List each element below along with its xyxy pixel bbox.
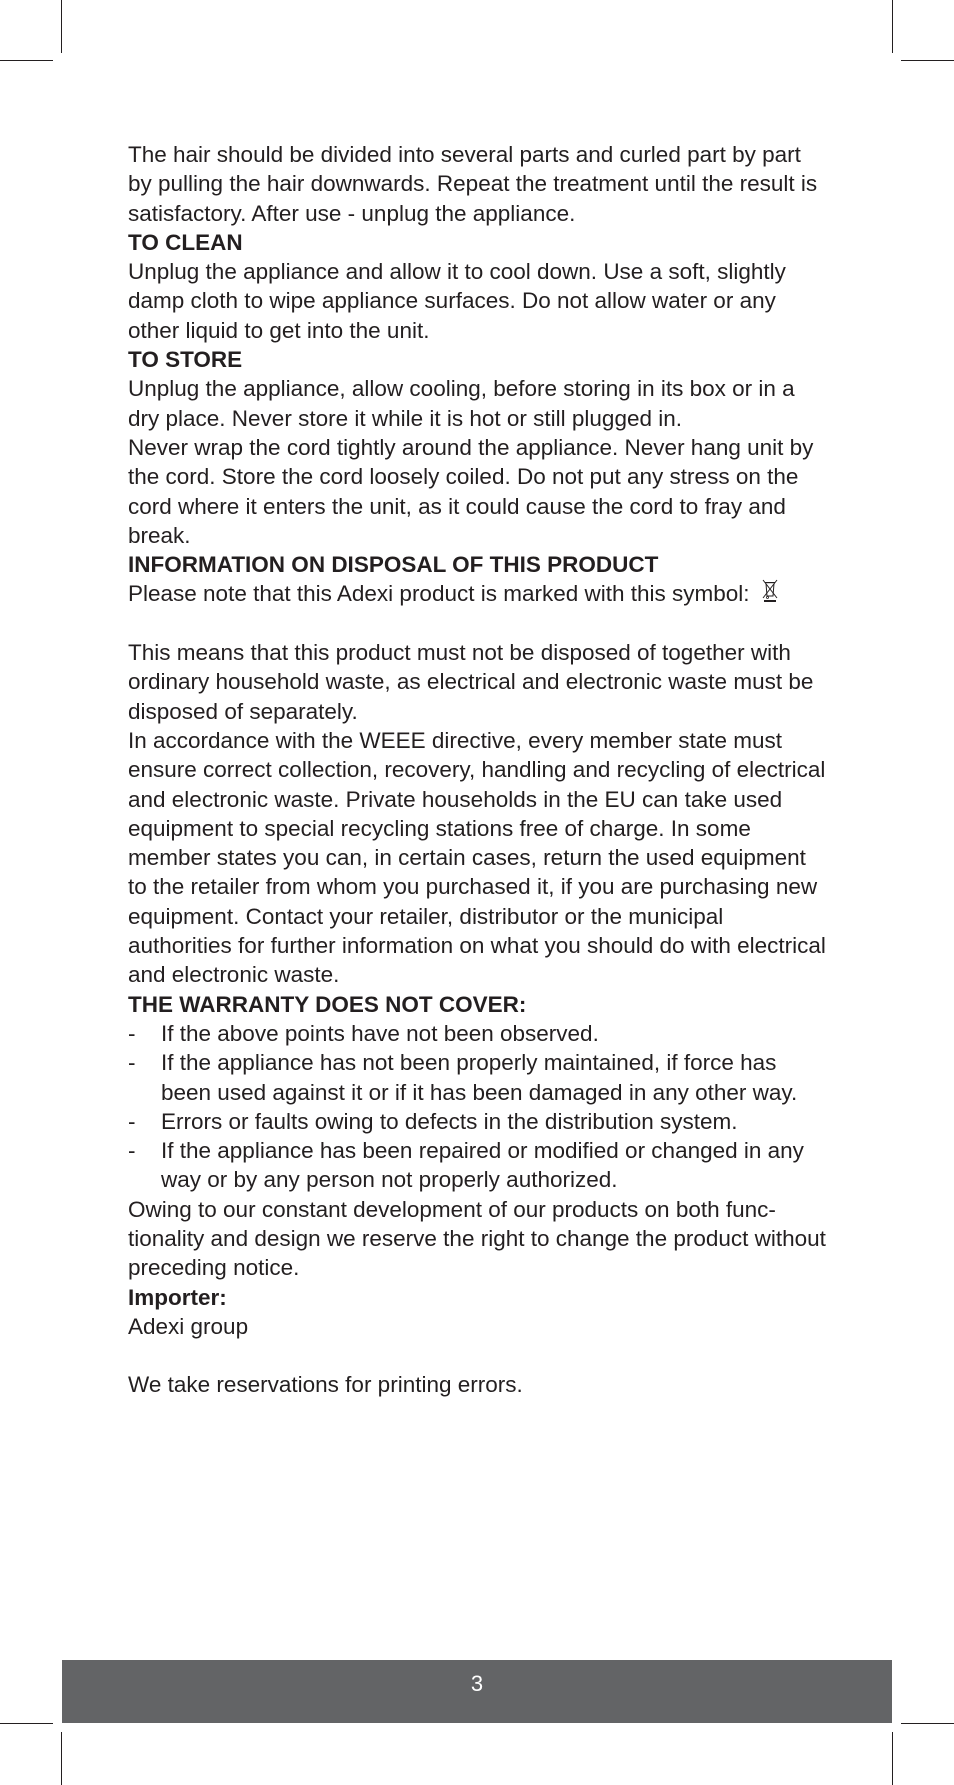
disclaimer: We take reservations for printing errors. xyxy=(128,1372,523,1398)
list-item xyxy=(128,1019,828,1048)
crop-mark-bottom-right-vertical xyxy=(892,1732,893,1785)
crop-mark-top-right-horizontal xyxy=(901,60,954,61)
list-dash: - xyxy=(128,1020,136,1046)
list-item-text: If the appliance has been repaired or modified or changed in any way or by any person not properly authorized. xyxy=(161,1138,804,1193)
list-item-text: If the above points have not been observed. xyxy=(161,1020,599,1046)
list-dash: - xyxy=(128,1050,136,1076)
crop-mark-top-left-vertical xyxy=(61,0,62,53)
clean-heading: TO CLEAN xyxy=(128,229,243,255)
crop-mark-bottom-left-vertical xyxy=(61,1732,62,1785)
clean-paragraph: Unplug the appliance and allow it to cool down. Use a soft, slightly damp cloth to wipe appliance surfaces. Do not allow water or any other liquid to get into the unit. xyxy=(128,259,786,343)
disposal-symbol-text: Please note that this Adexi product is marked with this symbol: xyxy=(128,581,750,607)
footer-bar xyxy=(62,1660,892,1723)
importer-heading: Importer: xyxy=(128,1284,227,1310)
list-dash: - xyxy=(128,1138,136,1164)
page-number: 3 xyxy=(470,1671,484,1696)
blank-line xyxy=(128,609,828,638)
importer-name: Adexi group xyxy=(128,1313,249,1339)
disposal-paragraph-2: In accordance with the WEEE directive, every member state must ensure correct collection, recovery, handling and recycling of electrical and electronic waste. Private households in the EU can take used equipment to special recycling stations free of charge. In some member states you can, in certain cases, return the used equipment to the retailer from whom you purchased it, if you are purchasing new equipment. Contact your retailer, distributor or the municipal authorities for further information on what you should do with electrical and electronic waste. xyxy=(128,727,826,988)
disposal-symbol-line xyxy=(128,579,828,608)
document-body xyxy=(128,140,828,1400)
store-paragraph-1: Unplug the appliance, allow cooling, before storing in its box or in a dry place. Never store it while it is hot or still plugged in. xyxy=(128,376,795,431)
list-dash: - xyxy=(128,1108,136,1134)
store-heading: TO STORE xyxy=(128,347,243,373)
crop-mark-top-right-vertical xyxy=(892,0,893,53)
warranty-list xyxy=(128,1019,828,1195)
intro-paragraph: The hair should be divided into several parts and curled part by part by pulling the hair downwards. Repeat the treatment until the result is satisfactory. After use - unplug the appliance. xyxy=(128,142,818,226)
disposal-heading: INFORMATION ON DISPOSAL OF THIS PRODUCT xyxy=(128,552,659,578)
crop-mark-bottom-right-horizontal xyxy=(901,1723,954,1724)
list-item xyxy=(128,1048,828,1107)
warranty-closing: Owing to our constant development of our products on both func-tionality and design we reserve the right to change the product without preceding notice. xyxy=(128,1196,826,1281)
crop-mark-top-left-horizontal xyxy=(0,60,53,61)
list-item xyxy=(128,1136,828,1195)
store-paragraph-2: Never wrap the cord tightly around the appliance. Never hang unit by the cord. Store the cord loosely coiled. Do not put any stress on the cord where it enters the unit, as it could cause the cord to fray and break. xyxy=(128,434,814,548)
crop-mark-bottom-left-horizontal xyxy=(0,1723,53,1724)
list-item xyxy=(128,1107,828,1136)
weee-crossed-bin-icon xyxy=(762,579,778,603)
list-item-text: If the appliance has not been properly maintained, if force has been used against it or if it has been damaged in any other way. xyxy=(161,1050,798,1105)
blank-line xyxy=(128,1341,828,1370)
list-item-text: Errors or faults owing to defects in the distribution system. xyxy=(161,1108,738,1134)
disposal-paragraph-1: This means that this product must not be disposed of together with ordinary household waste, as electrical and electronic waste must be disposed of separately. xyxy=(128,640,814,724)
warranty-heading: THE WARRANTY DOES NOT COVER: xyxy=(128,991,527,1017)
